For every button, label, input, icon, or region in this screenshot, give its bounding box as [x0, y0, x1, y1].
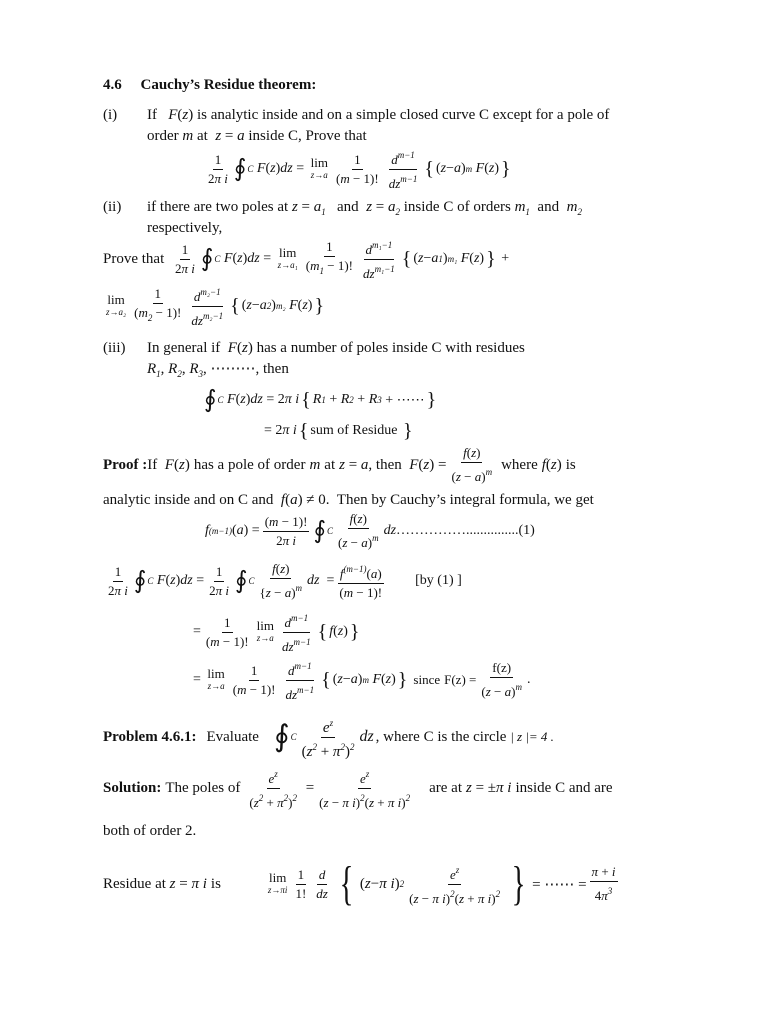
solution-line1: Solution: The poles of $\frac{e^z}{(z^2 + \pi^2)^2}$ = $\frac{e^z}{(z - \pi i)^2(z + \pi i)^2}$ are at z = ± π i inside C and are [103, 765, 617, 811]
item-i-label: (i) [103, 107, 118, 123]
item-i-line1: If F(z) is analytic inside and on a simple closed curve C except for a pole of [147, 107, 610, 123]
item-iii-line2: $R_1$, $R_2$, $R_3$, ⋯⋯⋯, then [147, 361, 289, 379]
section-number: 4.6 [103, 77, 122, 93]
item-iii-line1: In general if F(z) has a number of poles inside C with residues [147, 340, 525, 356]
equation-number-1: ……………...............(1) [396, 523, 535, 538]
residue-at-label: Residue at [103, 875, 166, 892]
equation-proof-step3: = lim z→a $\frac{1}{(m - 1)!}$ $\frac{d^{m-1}}{dz^{m-1}}$ { ( z − a ) m F ( z ) } since F(z) = $\frac{f(z)}{(z - a)^m}$ . [193, 659, 530, 701]
equation-i: $\frac{1}{\text{2π i}}$ ∮ C F ( z ) dz = lim z→a $\frac{1}{(m - 1)!}$ $\frac{d^{m-1}}{dz^{m-1}}$ { ( z − a ) m F ( z ) } [203, 148, 513, 190]
solution-line2: both of order 2. [103, 823, 197, 839]
equation-proof-step2: = $\frac{1}{(m - 1)!}$ lim z→a $\frac{d^{m-1}}{dz^{m-1}}$ { f ( z ) } [193, 611, 362, 653]
item-ii-line1: if there are two poles at $z = a_1$ and $z = a_2$ inside C of orders $m_1$ and $m_2$ [147, 199, 582, 217]
problem-4-6-1: Problem 4.6.1: Evaluate ∮ C $\frac{e^z}{(z^2 + \pi^2)^2}$ dz , where C is the circle | z |= 4 . [103, 712, 554, 762]
proof-line1: Proof : If F ( z ) has a pole of order m at z = a , then F ( z ) = $\frac{f(z)}{(z - a)^m}$ where f ( z ) is [103, 445, 576, 484]
item-i-line2: order m at z = a inside C, Prove that [147, 128, 367, 144]
residue-line: Residue at z = π i is lim z→πi $\frac{1}{1!}$ $\frac{d}{dz}$ { ( z − π i ) 2 $\frac{e^z}{(z - \pi i)^2(z + \pi i)^2}$ } = ⋯⋯ = $\frac{\pi + i}{4\pi^3}$ [103, 857, 616, 910]
equation-ii-part1: $\frac{1}{\text{2π i}}$ ∮ C F ( z ) dz = lim z→a₁ $\frac{1}{(m_1 - 1)!}$ $\frac{d^{m_1-1}}{dz^{m_1-1}}$ { ( z − a 1 ) m₁ F ( z ) } + [170, 238, 509, 280]
solution-label: Solution: [103, 779, 162, 796]
equation-1: f (m−1) ( a ) = $\frac{(m - 1)!}{\text{2π i}}$ ∮ C $\frac{f(z)}{(z - a)^m}$ dz ……………...............(1) [205, 511, 535, 550]
equation-ii-part2: lim z→a₂ $\frac{1}{(m_2 - 1)!}$ $\frac{d^{m_2-1}}{dz^{m_2-1}}$ { ( z − a 2 ) m₂ F ( z ) } [103, 285, 326, 327]
item-ii-line2: respectively, [147, 220, 223, 236]
equation-iii-line2: = 2 π i { sum of Residue } [264, 420, 413, 442]
section-heading [103, 76, 316, 94]
item-ii-label: (ii) [103, 199, 122, 215]
item-iii-label: (iii) [103, 340, 126, 356]
proof-line2: analytic inside and on C and f(a) ≠ 0. Then by Cauchy’s integral formula, we get [103, 492, 594, 508]
by-ref-1: [by (1) ] [415, 573, 462, 588]
proof-label: Proof : [103, 456, 148, 473]
problem-label: Problem 4.6.1: [103, 728, 197, 745]
equation-proof-step1: $\frac{1}{\text{2π i}}$ ∮ C F ( z ) dz = $\frac{1}{\text{2π i}}$ ∮ C $\frac{f(z)}{\{z - a)^m}$ dz = $\frac{f^{(m-1)}(a)}{(m - 1)!}$ [by (1) ] [108, 561, 462, 600]
section-title: Cauchy’s Residue theorem: [140, 77, 317, 93]
prove-that-label: Prove that [103, 251, 165, 267]
equation-iii-line1: ∮ C F ( z ) dz = 2 π i { R 1 + R 2 + R 3 + ⋯⋯ } [204, 387, 437, 413]
